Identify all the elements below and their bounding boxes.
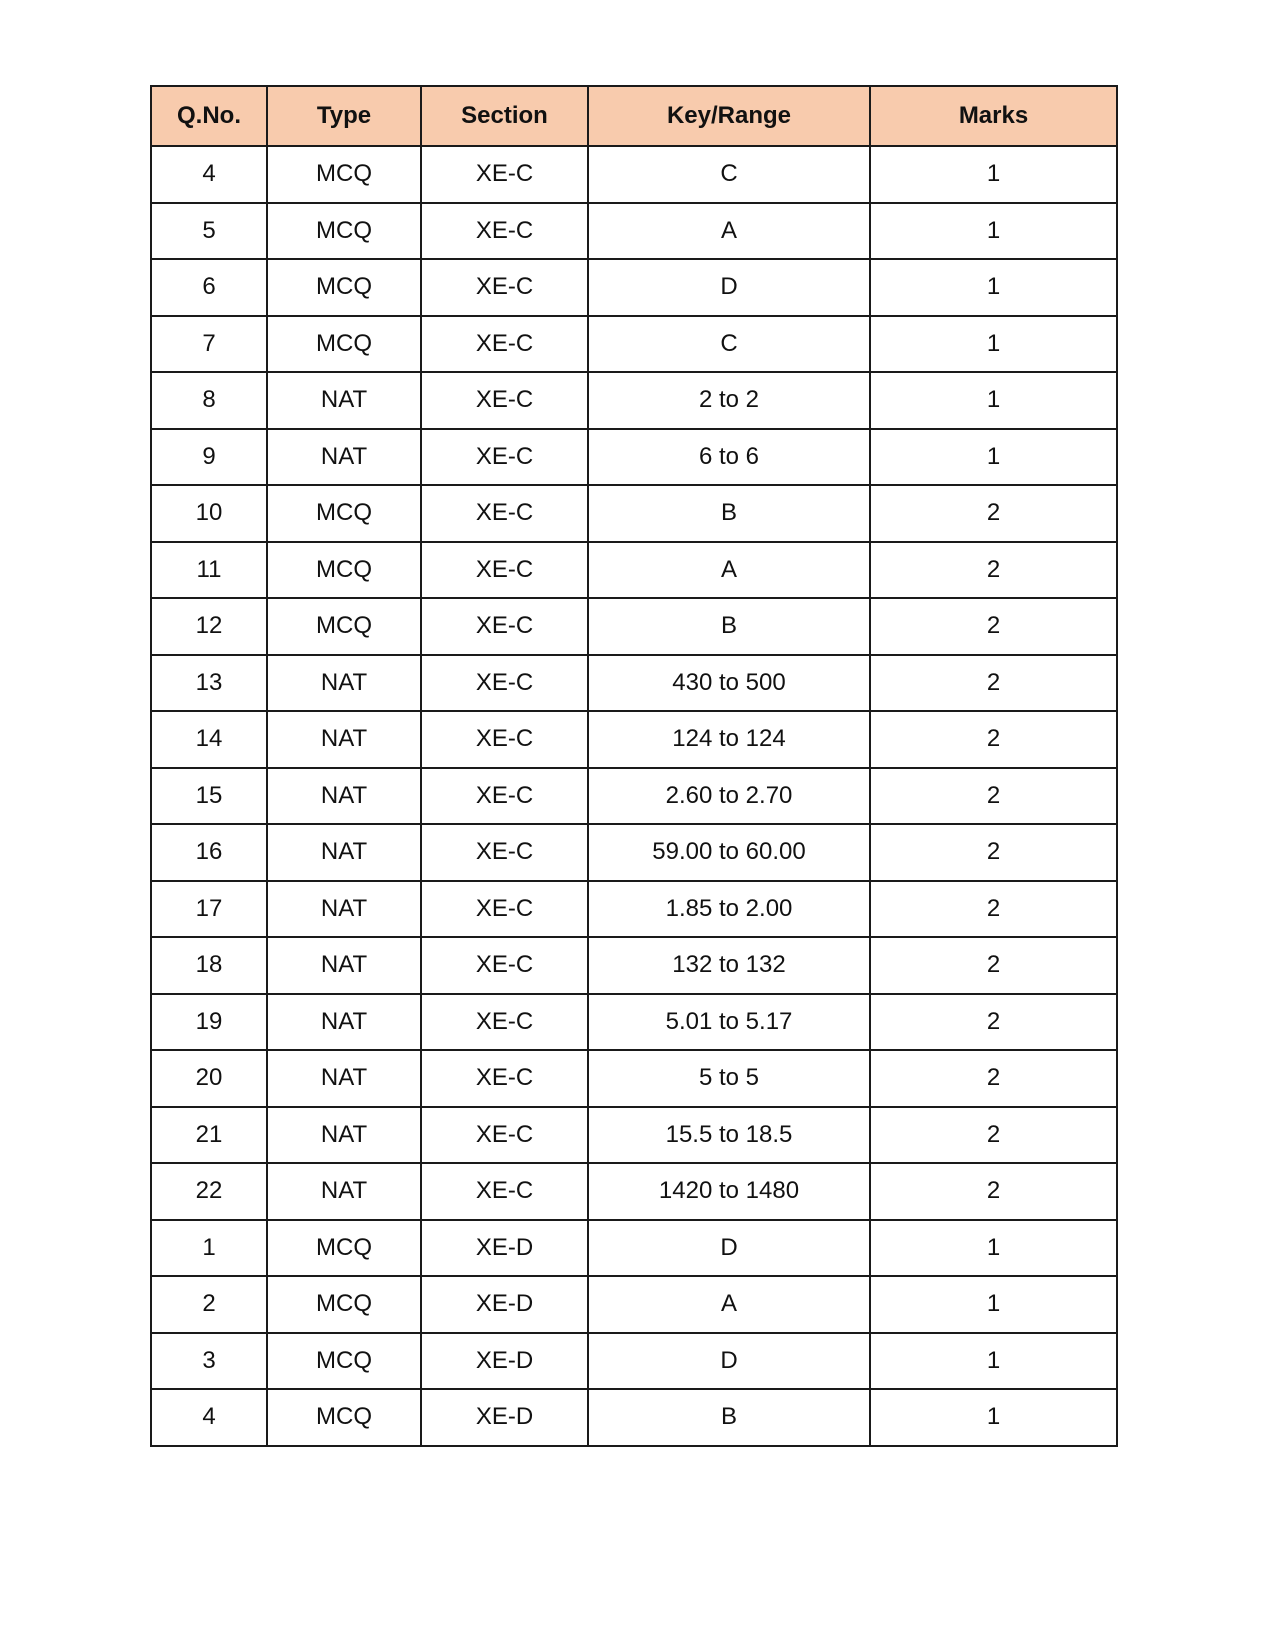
cell-type: NAT <box>267 824 421 881</box>
cell-key-range: D <box>588 1220 870 1277</box>
table-row <box>151 824 1117 881</box>
cell-qno: 4 <box>151 1389 267 1446</box>
table-row <box>151 1220 1117 1277</box>
cell-marks: 2 <box>870 881 1117 938</box>
cell-type: NAT <box>267 881 421 938</box>
table-row <box>151 937 1117 994</box>
table-row <box>151 1107 1117 1164</box>
cell-section: XE-D <box>421 1220 588 1277</box>
cell-marks: 2 <box>870 1107 1117 1164</box>
cell-qno: 3 <box>151 1333 267 1390</box>
cell-qno: 12 <box>151 598 267 655</box>
cell-type: MCQ <box>267 1220 421 1277</box>
table-row <box>151 146 1117 203</box>
cell-section: XE-C <box>421 372 588 429</box>
table-row <box>151 542 1117 599</box>
cell-section: XE-C <box>421 1050 588 1107</box>
cell-marks: 2 <box>870 1163 1117 1220</box>
cell-key-range: 1420 to 1480 <box>588 1163 870 1220</box>
cell-qno: 20 <box>151 1050 267 1107</box>
cell-type: MCQ <box>267 259 421 316</box>
table-row <box>151 768 1117 825</box>
cell-type: NAT <box>267 1107 421 1164</box>
header-marks: Marks <box>870 86 1117 146</box>
cell-key-range: 6 to 6 <box>588 429 870 486</box>
cell-marks: 1 <box>870 1220 1117 1277</box>
table-row <box>151 1389 1117 1446</box>
cell-qno: 1 <box>151 1220 267 1277</box>
cell-marks: 1 <box>870 203 1117 260</box>
header-section: Section <box>421 86 588 146</box>
cell-marks: 1 <box>870 1389 1117 1446</box>
cell-key-range: 15.5 to 18.5 <box>588 1107 870 1164</box>
cell-marks: 2 <box>870 1050 1117 1107</box>
cell-type: MCQ <box>267 485 421 542</box>
cell-qno: 14 <box>151 711 267 768</box>
cell-type: NAT <box>267 768 421 825</box>
cell-section: XE-C <box>421 259 588 316</box>
cell-section: XE-C <box>421 542 588 599</box>
cell-key-range: 1.85 to 2.00 <box>588 881 870 938</box>
cell-marks: 1 <box>870 372 1117 429</box>
cell-marks: 2 <box>870 655 1117 712</box>
cell-section: XE-D <box>421 1276 588 1333</box>
cell-section: XE-C <box>421 146 588 203</box>
cell-key-range: C <box>588 146 870 203</box>
cell-qno: 8 <box>151 372 267 429</box>
cell-key-range: A <box>588 203 870 260</box>
cell-type: MCQ <box>267 203 421 260</box>
table-row <box>151 1333 1117 1390</box>
table-row <box>151 598 1117 655</box>
cell-qno: 7 <box>151 316 267 373</box>
cell-type: NAT <box>267 711 421 768</box>
cell-qno: 9 <box>151 429 267 486</box>
cell-qno: 10 <box>151 485 267 542</box>
cell-key-range: 2.60 to 2.70 <box>588 768 870 825</box>
cell-key-range: 124 to 124 <box>588 711 870 768</box>
cell-type: MCQ <box>267 146 421 203</box>
cell-type: MCQ <box>267 1333 421 1390</box>
header-type: Type <box>267 86 421 146</box>
cell-key-range: B <box>588 598 870 655</box>
cell-type: NAT <box>267 1050 421 1107</box>
cell-type: NAT <box>267 937 421 994</box>
cell-key-range: D <box>588 1333 870 1390</box>
table-row <box>151 881 1117 938</box>
cell-qno: 15 <box>151 768 267 825</box>
cell-key-range: D <box>588 259 870 316</box>
cell-qno: 22 <box>151 1163 267 1220</box>
cell-section: XE-C <box>421 994 588 1051</box>
table-row <box>151 203 1117 260</box>
table-row <box>151 655 1117 712</box>
cell-section: XE-C <box>421 1163 588 1220</box>
cell-key-range: A <box>588 542 870 599</box>
cell-section: XE-C <box>421 824 588 881</box>
cell-section: XE-C <box>421 485 588 542</box>
cell-marks: 1 <box>870 146 1117 203</box>
table-row <box>151 485 1117 542</box>
cell-qno: 21 <box>151 1107 267 1164</box>
cell-section: XE-C <box>421 203 588 260</box>
cell-qno: 6 <box>151 259 267 316</box>
cell-key-range: B <box>588 485 870 542</box>
cell-section: XE-C <box>421 429 588 486</box>
cell-type: NAT <box>267 372 421 429</box>
cell-type: MCQ <box>267 316 421 373</box>
cell-type: MCQ <box>267 542 421 599</box>
cell-marks: 2 <box>870 542 1117 599</box>
cell-marks: 1 <box>870 1333 1117 1390</box>
header-key-range: Key/Range <box>588 86 870 146</box>
cell-key-range: 132 to 132 <box>588 937 870 994</box>
table-row <box>151 372 1117 429</box>
cell-marks: 2 <box>870 768 1117 825</box>
cell-marks: 2 <box>870 937 1117 994</box>
table-row <box>151 1050 1117 1107</box>
table-row <box>151 711 1117 768</box>
cell-section: XE-C <box>421 937 588 994</box>
cell-type: NAT <box>267 429 421 486</box>
cell-type: MCQ <box>267 1389 421 1446</box>
cell-qno: 18 <box>151 937 267 994</box>
cell-type: NAT <box>267 655 421 712</box>
table-row <box>151 994 1117 1051</box>
cell-section: XE-C <box>421 881 588 938</box>
cell-key-range: 59.00 to 60.00 <box>588 824 870 881</box>
cell-marks: 1 <box>870 429 1117 486</box>
cell-section: XE-C <box>421 711 588 768</box>
cell-qno: 19 <box>151 994 267 1051</box>
cell-section: XE-D <box>421 1333 588 1390</box>
cell-marks: 1 <box>870 316 1117 373</box>
header-row <box>151 86 1117 146</box>
cell-section: XE-C <box>421 598 588 655</box>
cell-key-range: 5 to 5 <box>588 1050 870 1107</box>
table-row <box>151 259 1117 316</box>
table-row <box>151 429 1117 486</box>
cell-key-range: 5.01 to 5.17 <box>588 994 870 1051</box>
table-row <box>151 1163 1117 1220</box>
header-qno: Q.No. <box>151 86 267 146</box>
cell-key-range: 430 to 500 <box>588 655 870 712</box>
cell-type: NAT <box>267 994 421 1051</box>
cell-qno: 11 <box>151 542 267 599</box>
cell-section: XE-C <box>421 655 588 712</box>
cell-marks: 2 <box>870 598 1117 655</box>
cell-qno: 5 <box>151 203 267 260</box>
cell-section: XE-C <box>421 316 588 373</box>
cell-qno: 17 <box>151 881 267 938</box>
answer-key-table <box>150 85 1118 1447</box>
table-row <box>151 1276 1117 1333</box>
cell-qno: 2 <box>151 1276 267 1333</box>
cell-key-range: A <box>588 1276 870 1333</box>
cell-section: XE-C <box>421 768 588 825</box>
table-header <box>151 86 1117 146</box>
cell-type: NAT <box>267 1163 421 1220</box>
cell-section: XE-D <box>421 1389 588 1446</box>
cell-key-range: C <box>588 316 870 373</box>
cell-marks: 1 <box>870 1276 1117 1333</box>
cell-marks: 2 <box>870 824 1117 881</box>
cell-marks: 2 <box>870 485 1117 542</box>
cell-key-range: 2 to 2 <box>588 372 870 429</box>
cell-qno: 13 <box>151 655 267 712</box>
table-body <box>151 146 1117 1446</box>
cell-type: MCQ <box>267 1276 421 1333</box>
cell-qno: 16 <box>151 824 267 881</box>
cell-marks: 2 <box>870 711 1117 768</box>
cell-qno: 4 <box>151 146 267 203</box>
cell-section: XE-C <box>421 1107 588 1164</box>
cell-key-range: B <box>588 1389 870 1446</box>
cell-marks: 1 <box>870 259 1117 316</box>
table-row <box>151 316 1117 373</box>
cell-type: MCQ <box>267 598 421 655</box>
cell-marks: 2 <box>870 994 1117 1051</box>
